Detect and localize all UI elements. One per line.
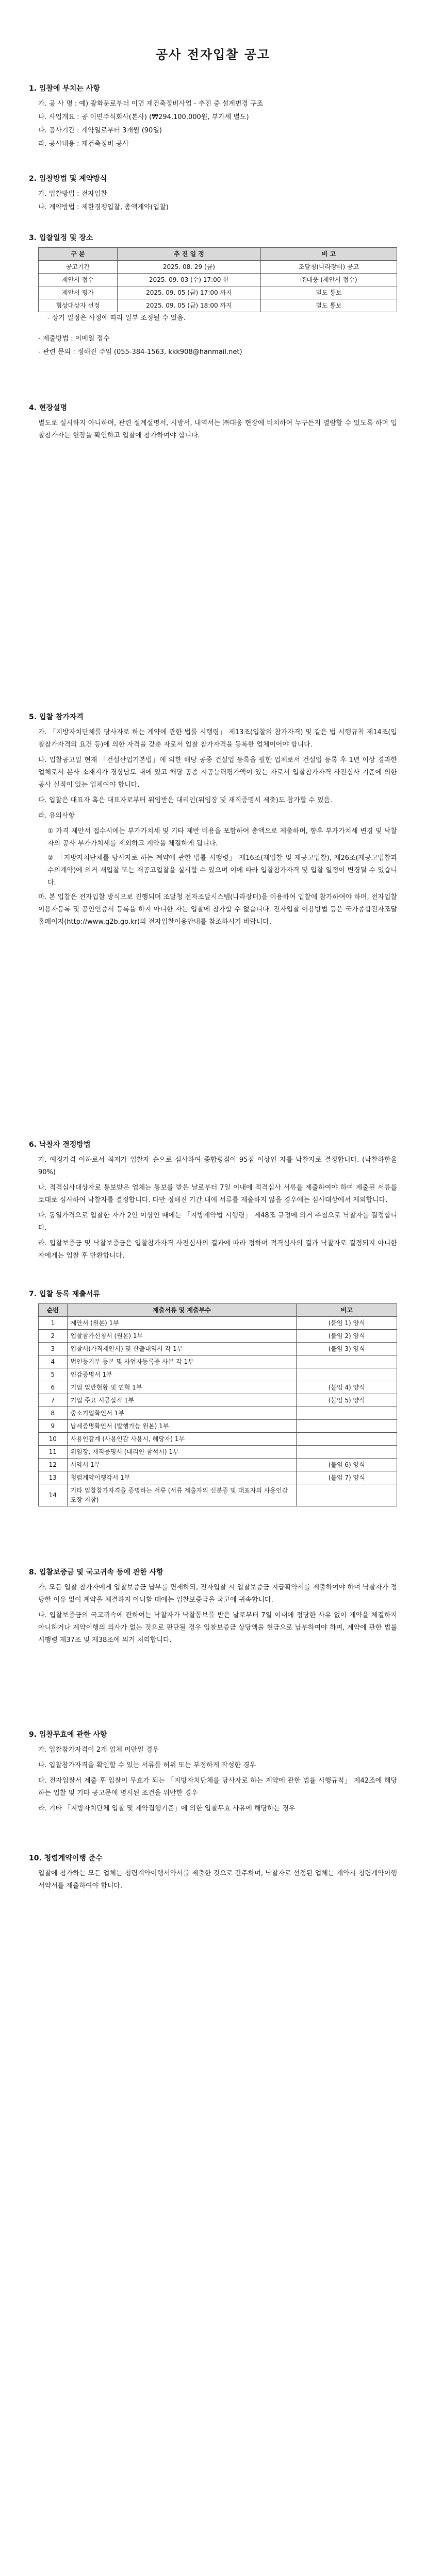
schedule-footnote: - 상기 일정은 사정에 따라 일부 조정될 수 있음. bbox=[47, 314, 186, 322]
table-row bbox=[39, 1484, 397, 1506]
table-cell bbox=[297, 1368, 397, 1381]
section-4-heading: 4. 현장설명 bbox=[29, 404, 68, 412]
table-cell: 10 bbox=[39, 1433, 68, 1446]
table-cell: 1 bbox=[39, 1317, 68, 1330]
table-cell: 청렴계약이행각서 1부 bbox=[67, 1471, 297, 1484]
table-cell: ㈜대웅 (제안서 접수) bbox=[260, 274, 397, 286]
s5-item: 마. 본 입찰은 전자입찰 방식으로 진행되며 조달청 전자조달시스템(나라장터)을 이용하여 입찰에 참가하여야 하며, 전자입찰 이용자등록 및 공인인증서 등록을 하지 아니한 자는 입찰에 참가할 수 없습니다. 전자입찰 이용방법 등은 국가종합전자조달 홈페이지(http://www.g2b.go.kr)의 전자입찰이용안내를 참조하시기 바랍니다. bbox=[38, 893, 397, 926]
section-2-heading: 2. 입찰방법 및 계약방식 bbox=[29, 175, 107, 183]
s1-line: 라. 공사내용 : 재건축정비 공사 bbox=[38, 140, 129, 148]
table-cell: 2025. 09. 05 (금) 18:00 까지 bbox=[117, 299, 260, 312]
table-cell: 9 bbox=[39, 1420, 68, 1433]
s5-item: 라. 유의사항 bbox=[38, 812, 75, 820]
s5-note: ① 가격 제안서 접수시에는 부가가치세 및 기타 제반 비용을 포함하여 총액으로 제출하며, 향후 부가가치세 변경 및 낙찰자의 공사 부가가치세를 제외하고 계약을 체결하게 됩니다. bbox=[47, 827, 397, 848]
documents-table-wrap bbox=[38, 1303, 397, 1506]
s1-line: 가. 공 사 명 : 예) 광화문로부터 이면 재건축정비사업 - 추진 중 설계변경 구조 bbox=[38, 100, 264, 108]
table-cell: 5 bbox=[39, 1368, 68, 1381]
table-cell: 입찰서(가격제안서) 및 산출내역서 각 1부 bbox=[67, 1343, 297, 1355]
section-9-heading: 9. 입찰무효에 관한 사항 bbox=[29, 1731, 107, 1739]
s6-item: 라. 입찰보증금 및 낙찰보증금은 입찰참가자격 사전심사의 결과에 따라 정하며 적격심사의 결과 낙찰자로 결정되지 아니한 자에게는 입찰 후 반환합니다. bbox=[38, 1240, 397, 1260]
table-cell: 기업 일반현황 및 연혁 1부 bbox=[67, 1381, 297, 1394]
table-cell: (붙임 5) 양식 bbox=[297, 1394, 397, 1407]
table-cell: 공고기간 bbox=[39, 261, 118, 274]
section-10 bbox=[29, 1852, 397, 1895]
table-row bbox=[39, 1471, 397, 1484]
section-1 bbox=[29, 82, 397, 151]
table-header-row bbox=[39, 248, 397, 261]
schedule-table bbox=[38, 247, 397, 312]
table-cell bbox=[297, 1420, 397, 1433]
table-row bbox=[39, 1330, 397, 1343]
table-row bbox=[39, 261, 397, 274]
table-cell: 2 bbox=[39, 1330, 68, 1343]
s8-item: 가. 모든 입찰 참가자에게 입찰보증금 납부를 면제하되, 전자입찰 시 입찰보증금 지급확약서를 제출하여야 하며 낙찰자가 정당한 이유 없이 계약을 체결하지 아니할 때에는 입찰보증금을 국고에 귀속합니다. bbox=[38, 1584, 397, 1604]
table-cell: 별도 통보 bbox=[260, 286, 397, 299]
table-cell: 4 bbox=[39, 1355, 68, 1368]
table-row bbox=[39, 274, 397, 286]
table-cell: 서약서 1부 bbox=[67, 1459, 297, 1471]
table-cell bbox=[297, 1407, 397, 1420]
table-cell: 제안서 (원본) 1부 bbox=[67, 1317, 297, 1330]
section-6-heading: 6. 낙찰자 결정방법 bbox=[29, 1141, 91, 1149]
s4-text: 별도로 실시하지 아니하며, 관련 설계설명서, 시방서, 내역서는 ㈜대웅 현장에 비치하여 누구든지 열람할 수 있도록 하며 입찰참가자는 현장을 확인하고 입찰에 참가하여야 합니다. bbox=[38, 419, 397, 439]
table-header: 구 분 bbox=[39, 248, 118, 261]
table-cell: 6 bbox=[39, 1381, 68, 1394]
table-cell: 입찰참가신청서 (원본) 1부 bbox=[67, 1330, 297, 1343]
s6-item: 다. 동일가격으로 입찰한 자가 2인 이상인 때에는 「지방계약법 시행령」 제48조 규정에 의거 추첨으로 낙찰자를 결정합니다. bbox=[38, 1212, 397, 1232]
table-cell: 2025. 09. 03 (수) 17:00 한 bbox=[117, 274, 260, 286]
s10-text: 입찰에 참가하는 모든 업체는 청렴계약이행서약서를 제출한 것으로 간주하며, 낙찰자로 선정된 업체는 계약시 청렴계약이행서약서를 제출하여야 합니다. bbox=[38, 1870, 397, 1890]
table-cell: 납세증명확인서 (발행가능 원본) 1부 bbox=[67, 1420, 297, 1433]
section-3 bbox=[29, 232, 397, 360]
table-cell: 중소기업확인서 1부 bbox=[67, 1407, 297, 1420]
table-cell: 별도 통보 bbox=[260, 299, 397, 312]
table-cell: (붙임 7) 양식 bbox=[297, 1471, 397, 1484]
table-cell: (붙임 4) 양식 bbox=[297, 1381, 397, 1394]
table-cell: 협상대상자 선정 bbox=[39, 299, 118, 312]
table-cell: 8 bbox=[39, 1407, 68, 1420]
table-cell: (붙임 6) 양식 bbox=[297, 1459, 397, 1471]
s1-line: 다. 공사기간 : 계약일로부터 3개월 (90일) bbox=[38, 127, 162, 134]
table-row bbox=[39, 286, 397, 299]
table-header: 제출서류 및 제출부수 bbox=[67, 1304, 297, 1317]
table-cell: 조달청(나라장터) 공고 bbox=[260, 261, 397, 274]
table-row bbox=[39, 1317, 397, 1330]
table-cell: 기타 입찰참가자격을 증명하는 서류 (서류 제출자의 신분증 및 대표자의 사용인감도장 지참) bbox=[67, 1484, 297, 1506]
table-cell: 2025. 09. 05 (금) 17:00 까지 bbox=[117, 286, 260, 299]
s8-item: 나. 입찰보증금의 국고귀속에 관하여는 낙찰자가 낙찰통보를 받은 날로부터 7일 이내에 정당한 사유 없이 계약을 체결하지 아니하거나 계약이행의 의사가 없는 것으로 판단될 경우 입찰보증금 상당액을 현금으로 납부하여야 하며, 계약에 관한 법률 시행령 제37조 및 제38조에 의거 처리합니다. bbox=[38, 1612, 397, 1644]
table-cell: 14 bbox=[39, 1484, 68, 1506]
table-cell: 13 bbox=[39, 1471, 68, 1484]
s5-item: 나. 입찰공고일 현재 「건설산업기본법」에 의한 해당 공종 건설업 등록을 필한 업체로서 건설업 등록 후 1년 이상 경과한 업체로서 본사 소재지가 경상남도 내에 있고 해당 공종 시공능력평가액이 있는 자로서 입찰참가자격 사전심사 기준에 의한 공사 실적이 있는 업체여야 합니다. bbox=[38, 756, 397, 789]
s6-item: 나. 적격심사대상자로 통보받은 업체는 통보를 받은 날로부터 7일 이내에 적격심사 서류를 제출하여야 하며 제출된 서류를 토대로 심사하여 낙찰자를 결정합니다. 다만 정해진 기간 내에 서류를 제출하지 않을 경우에는 심사대상에서 제외합니다. bbox=[38, 1184, 397, 1204]
section-5-heading: 5. 입찰 참가자격 bbox=[29, 713, 84, 721]
section-8-heading: 8. 입찰보증금 및 국고귀속 등에 관한 사항 bbox=[29, 1568, 163, 1577]
table-cell: 기업 주요 시공실적 1부 bbox=[67, 1394, 297, 1407]
table-row bbox=[39, 1343, 397, 1355]
table-header: 비 고 bbox=[260, 248, 397, 261]
table-header-row bbox=[39, 1304, 397, 1317]
table-row bbox=[39, 1381, 397, 1394]
table-cell: 12 bbox=[39, 1459, 68, 1471]
s6-item: 가. 예정가격 이하로서 최저가 입찰자 순으로 심사하여 종합평점이 95점 이상인 자를 낙찰자로 결정합니다. (낙찰하한율 90%) bbox=[38, 1156, 397, 1176]
s2-line: 나. 계약방법 : 제한경쟁입찰, 총액계약(입찰) bbox=[38, 204, 169, 211]
table-cell bbox=[297, 1484, 397, 1506]
section-5 bbox=[29, 711, 397, 931]
table-header: 추 진 일 정 bbox=[117, 248, 260, 261]
page-title: 공사 전자입찰 공고 bbox=[155, 47, 271, 62]
s2-line: 가. 입찰방법 : 전자입찰 bbox=[38, 190, 107, 198]
table-cell: 법인등기부 등본 및 사업자등록증 사본 각 1부 bbox=[67, 1355, 297, 1368]
contact-line: - 제출방법 : 이메일 접수 bbox=[38, 335, 110, 343]
section-7-heading: 7. 입찰 등록 제출서류 bbox=[29, 1290, 100, 1298]
table-row bbox=[39, 299, 397, 312]
table-row bbox=[39, 1394, 397, 1407]
table-cell bbox=[297, 1355, 397, 1368]
section-6 bbox=[29, 1139, 397, 1265]
table-cell: (붙임 3) 양식 bbox=[297, 1343, 397, 1355]
section-1-heading: 1. 입찰에 부치는 사항 bbox=[29, 84, 100, 93]
contact-line: - 관련 문의 : 정해진 주임 (055-384-1563, kkk908@hanmail.net) bbox=[38, 348, 242, 356]
s5-item: 가. 「지방자치단체를 당사자로 하는 계약에 관한 법률 시행령」 제13조(입찰의 참가자격) 및 같은 법 시행규칙 제14조(입찰참가자격의 요건 등)에 의한 자격을 갖춘 자로서 입찰 참가자격을 등록한 업체이어야 합니다. bbox=[38, 728, 397, 749]
table-header: 순번 bbox=[39, 1304, 68, 1317]
section-8 bbox=[29, 1566, 397, 1650]
section-9 bbox=[29, 1728, 397, 1818]
table-cell: 위임장, 재직증명서 (대리인 참석시) 1부 bbox=[67, 1446, 297, 1459]
s9-item: 라. 기타 「지방자치단체 입찰 및 계약집행기준」에 의한 입찰무효 사유에 해당하는 경우 bbox=[38, 1805, 296, 1812]
s5-note: ② 「지방자치단체를 당사자로 하는 계약에 관한 법률 시행령」 제16조(재입찰 및 재공고입찰), 제26조(재공고입찰과 수의계약)에 의거 재입찰 또는 재공고입찰을 실시할 수 있으며 이에 따라 입찰참가자격 및 입찰 일정이 변경될 수 있습니다. bbox=[47, 854, 397, 887]
s9-item: 나. 입찰참가자격을 확인할 수 있는 서류를 허위 또는 부정하게 작성한 경우 bbox=[38, 1761, 256, 1769]
table-cell: 3 bbox=[39, 1343, 68, 1355]
table-row bbox=[39, 1433, 397, 1446]
table-cell: 7 bbox=[39, 1394, 68, 1407]
table-cell bbox=[297, 1446, 397, 1459]
s9-item: 다. 전자입찰서 제출 후 입찰이 무효가 되는 「지방자치단체를 당사자로 하는 계약에 관한 법률 시행규칙」 제42조에 해당하는 입찰 및 기타 공고문에 명시된 조건을 위반한 경우 bbox=[38, 1777, 397, 1797]
table-cell bbox=[297, 1433, 397, 1446]
table-cell: 인감증명서 1부 bbox=[67, 1368, 297, 1381]
table-cell: 사용인감계 (사용인감 사용시, 해당자) 1부 bbox=[67, 1433, 297, 1446]
table-row bbox=[39, 1420, 397, 1433]
s9-item: 가. 입찰참가자격이 2개 업체 미만일 경우 bbox=[38, 1746, 159, 1754]
table-cell: (붙임 2) 양식 bbox=[297, 1330, 397, 1343]
section-2 bbox=[29, 173, 397, 215]
table-row bbox=[39, 1407, 397, 1420]
section-10-heading: 10. 청렴계약이행 준수 bbox=[29, 1854, 103, 1862]
table-cell: 제안서 평가 bbox=[39, 286, 118, 299]
documents-table-body bbox=[39, 1317, 397, 1506]
table-cell: 제안서 접수 bbox=[39, 274, 118, 286]
section-7 bbox=[29, 1288, 397, 1506]
documents-table bbox=[38, 1303, 397, 1506]
s5-item: 다. 입찰은 대표자 혹은 대표자로부터 위임받은 대리인(위임장 및 재직증명서 제출)도 참가할 수 있음. bbox=[38, 796, 333, 804]
table-row bbox=[39, 1446, 397, 1459]
table-cell: 2025. 08. 29 (금) bbox=[117, 261, 260, 274]
s1-line: 나. 사업개요 : 공 이면주식회사(본사) (₩294,100,000원, 부가세 별도) bbox=[38, 113, 249, 121]
table-row bbox=[39, 1355, 397, 1368]
schedule-table-wrap bbox=[38, 247, 397, 312]
table-cell: 11 bbox=[39, 1446, 68, 1459]
table-cell: (붙임 1) 양식 bbox=[297, 1317, 397, 1330]
section-4 bbox=[29, 402, 397, 445]
table-row bbox=[39, 1368, 397, 1381]
section-3-heading: 3. 입찰일정 및 장소 bbox=[29, 234, 93, 242]
table-row bbox=[39, 1459, 397, 1471]
table-header: 비고 bbox=[297, 1304, 397, 1317]
